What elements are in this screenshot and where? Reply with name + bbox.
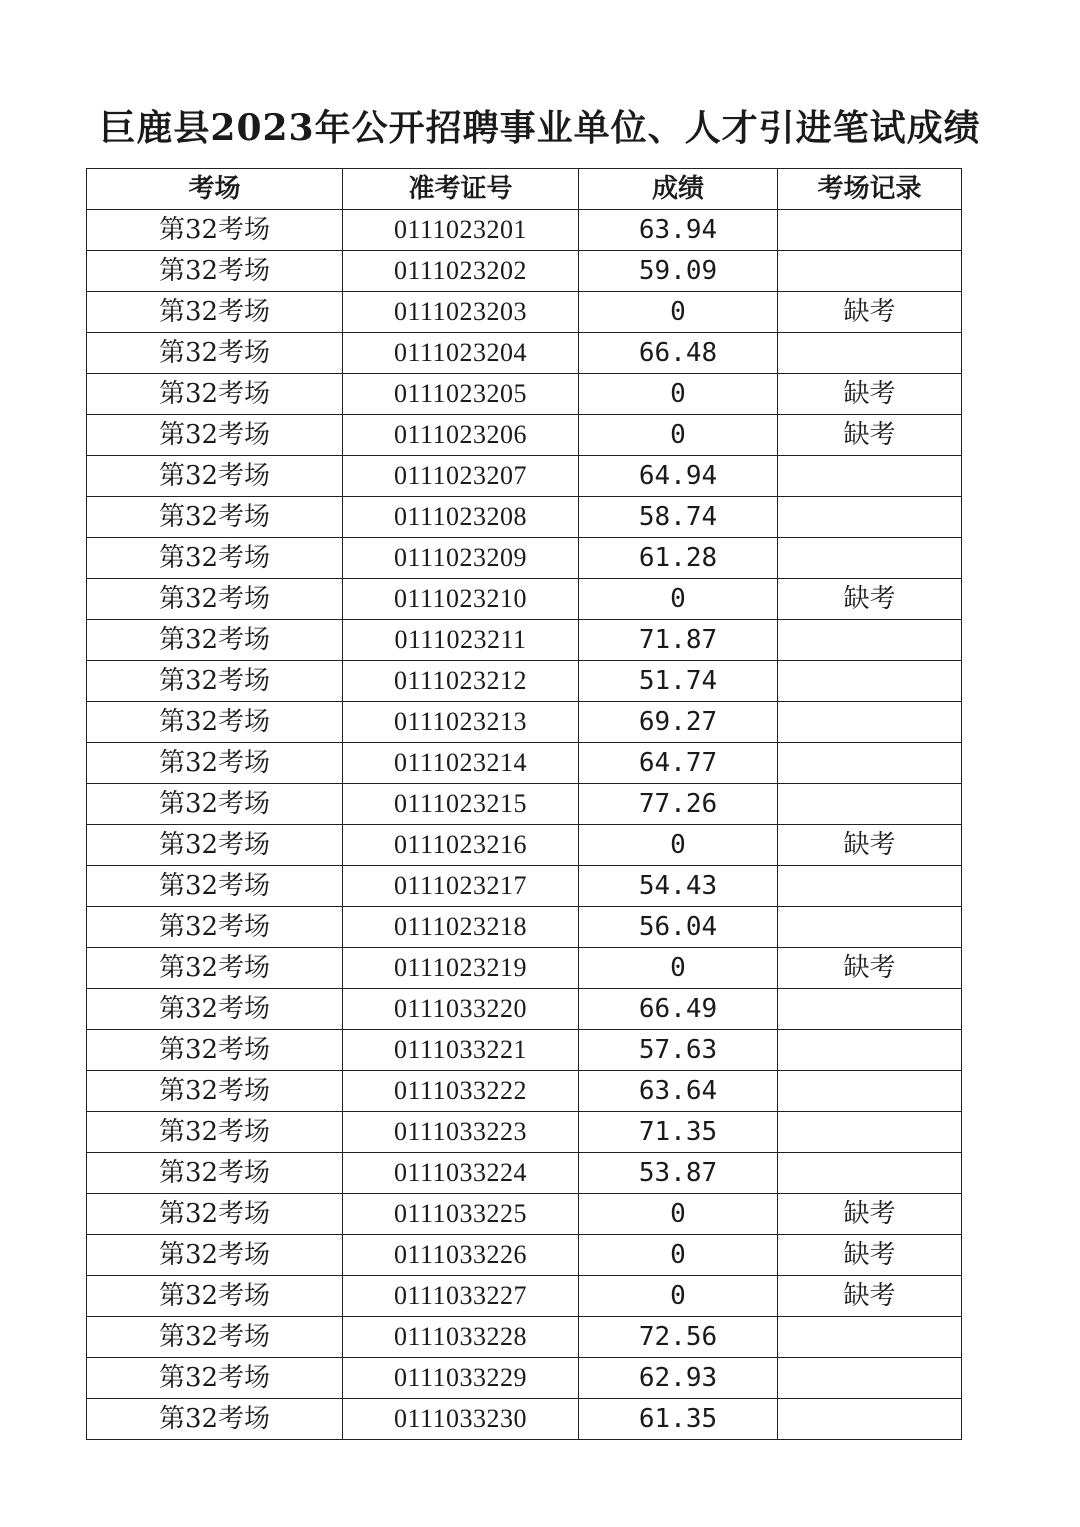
- cell-exam-record: [778, 702, 962, 743]
- cell-exam-room: 第32考场: [87, 1399, 343, 1440]
- cell-score: 63.94: [579, 210, 778, 251]
- cell-score: 61.28: [579, 538, 778, 579]
- cell-score: 71.35: [579, 1112, 778, 1153]
- cell-admission-number: 0111033222: [343, 1071, 579, 1112]
- header-admission-number: 准考证号: [343, 169, 579, 210]
- cell-exam-room: 第32考场: [87, 1317, 343, 1358]
- cell-exam-record: [778, 456, 962, 497]
- table-body: [87, 210, 962, 1440]
- cell-exam-room: 第32考场: [87, 620, 343, 661]
- cell-score: 64.77: [579, 743, 778, 784]
- cell-exam-room: 第32考场: [87, 1276, 343, 1317]
- table-row: [87, 948, 962, 989]
- cell-score: 62.93: [579, 1358, 778, 1399]
- cell-exam-room: 第32考场: [87, 907, 343, 948]
- cell-admission-number: 0111033228: [343, 1317, 579, 1358]
- cell-exam-record: [778, 1317, 962, 1358]
- cell-score: 64.94: [579, 456, 778, 497]
- table-row: [87, 210, 962, 251]
- cell-score: 59.09: [579, 251, 778, 292]
- cell-admission-number: 0111033221: [343, 1030, 579, 1071]
- cell-score: 58.74: [579, 497, 778, 538]
- cell-exam-record: 缺考: [778, 579, 962, 620]
- cell-admission-number: 0111023202: [343, 251, 579, 292]
- cell-exam-room: 第32考场: [87, 743, 343, 784]
- cell-exam-room: 第32考场: [87, 538, 343, 579]
- table-row: [87, 1030, 962, 1071]
- table-row: [87, 1112, 962, 1153]
- cell-exam-room: 第32考场: [87, 1112, 343, 1153]
- table-row: [87, 538, 962, 579]
- cell-score: 61.35: [579, 1399, 778, 1440]
- cell-exam-record: [778, 210, 962, 251]
- cell-exam-room: 第32考场: [87, 333, 343, 374]
- cell-exam-room: 第32考场: [87, 661, 343, 702]
- cell-admission-number: 0111033230: [343, 1399, 579, 1440]
- cell-admission-number: 0111023206: [343, 415, 579, 456]
- cell-score: 54.43: [579, 866, 778, 907]
- table-row: [87, 579, 962, 620]
- table-row: [87, 1399, 962, 1440]
- cell-admission-number: 0111023217: [343, 866, 579, 907]
- cell-admission-number: 0111023219: [343, 948, 579, 989]
- cell-admission-number: 0111023209: [343, 538, 579, 579]
- cell-score: 0: [579, 374, 778, 415]
- cell-exam-room: 第32考场: [87, 251, 343, 292]
- cell-exam-room: 第32考场: [87, 825, 343, 866]
- cell-exam-room: 第32考场: [87, 374, 343, 415]
- cell-exam-room: 第32考场: [87, 292, 343, 333]
- cell-admission-number: 0111023212: [343, 661, 579, 702]
- cell-exam-record: [778, 1153, 962, 1194]
- table-row: [87, 620, 962, 661]
- cell-admission-number: 0111023218: [343, 907, 579, 948]
- cell-admission-number: 0111023203: [343, 292, 579, 333]
- table-row: [87, 784, 962, 825]
- table-row: [87, 292, 962, 333]
- table-row: [87, 251, 962, 292]
- cell-admission-number: 0111033225: [343, 1194, 579, 1235]
- cell-admission-number: 0111023201: [343, 210, 579, 251]
- cell-exam-record: [778, 989, 962, 1030]
- cell-exam-record: [778, 620, 962, 661]
- cell-admission-number: 0111023213: [343, 702, 579, 743]
- cell-exam-record: 缺考: [778, 1235, 962, 1276]
- cell-exam-room: 第32考场: [87, 948, 343, 989]
- cell-score: 66.49: [579, 989, 778, 1030]
- table-row: [87, 374, 962, 415]
- cell-score: 71.87: [579, 620, 778, 661]
- cell-score: 0: [579, 1235, 778, 1276]
- table-row: [87, 415, 962, 456]
- cell-exam-record: [778, 907, 962, 948]
- cell-exam-room: 第32考场: [87, 784, 343, 825]
- cell-exam-record: 缺考: [778, 825, 962, 866]
- cell-admission-number: 0111023208: [343, 497, 579, 538]
- cell-admission-number: 0111033223: [343, 1112, 579, 1153]
- cell-exam-room: 第32考场: [87, 415, 343, 456]
- table-row: [87, 497, 962, 538]
- cell-exam-record: [778, 1399, 962, 1440]
- table-row: [87, 907, 962, 948]
- cell-exam-record: 缺考: [778, 948, 962, 989]
- cell-exam-record: [778, 497, 962, 538]
- table-row: [87, 456, 962, 497]
- cell-exam-record: [778, 1030, 962, 1071]
- cell-score: 0: [579, 948, 778, 989]
- cell-admission-number: 0111033227: [343, 1276, 579, 1317]
- cell-admission-number: 0111023207: [343, 456, 579, 497]
- table-row: [87, 989, 962, 1030]
- cell-score: 63.64: [579, 1071, 778, 1112]
- cell-score: 69.27: [579, 702, 778, 743]
- table-row: [87, 1071, 962, 1112]
- page-title: 巨鹿县2023年公开招聘事业单位、人才引进笔试成绩: [99, 107, 981, 149]
- cell-score: 57.63: [579, 1030, 778, 1071]
- header-exam-record: 考场记录: [778, 169, 962, 210]
- cell-exam-room: 第32考场: [87, 866, 343, 907]
- cell-exam-room: 第32考场: [87, 989, 343, 1030]
- cell-exam-record: [778, 1112, 962, 1153]
- cell-admission-number: 0111033220: [343, 989, 579, 1030]
- cell-score: 51.74: [579, 661, 778, 702]
- cell-score: 72.56: [579, 1317, 778, 1358]
- cell-admission-number: 0111033229: [343, 1358, 579, 1399]
- cell-exam-room: 第32考场: [87, 210, 343, 251]
- cell-exam-record: [778, 866, 962, 907]
- cell-exam-record: 缺考: [778, 415, 962, 456]
- cell-score: 0: [579, 292, 778, 333]
- cell-score: 0: [579, 1194, 778, 1235]
- cell-exam-record: [778, 333, 962, 374]
- cell-admission-number: 0111023215: [343, 784, 579, 825]
- cell-exam-record: [778, 743, 962, 784]
- cell-exam-record: 缺考: [778, 374, 962, 415]
- table-row: [87, 702, 962, 743]
- cell-exam-record: [778, 251, 962, 292]
- table-row: [87, 1276, 962, 1317]
- cell-exam-room: 第32考场: [87, 1194, 343, 1235]
- cell-exam-room: 第32考场: [87, 1030, 343, 1071]
- cell-exam-record: [778, 538, 962, 579]
- cell-exam-room: 第32考场: [87, 1071, 343, 1112]
- table-row: [87, 1194, 962, 1235]
- table-row: [87, 1358, 962, 1399]
- header-score: 成绩: [579, 169, 778, 210]
- cell-score: 0: [579, 415, 778, 456]
- cell-admission-number: 0111023214: [343, 743, 579, 784]
- cell-admission-number: 0111023205: [343, 374, 579, 415]
- cell-admission-number: 0111023211: [343, 620, 579, 661]
- cell-admission-number: 0111023210: [343, 579, 579, 620]
- cell-exam-room: 第32考场: [87, 456, 343, 497]
- cell-admission-number: 0111033224: [343, 1153, 579, 1194]
- cell-exam-record: [778, 1071, 962, 1112]
- cell-exam-room: 第32考场: [87, 497, 343, 538]
- cell-exam-room: 第32考场: [87, 702, 343, 743]
- cell-exam-room: 第32考场: [87, 579, 343, 620]
- table-row: [87, 743, 962, 784]
- score-table: [86, 168, 962, 1440]
- table-header-row: [87, 169, 962, 210]
- table-row: [87, 1317, 962, 1358]
- table-row: [87, 1153, 962, 1194]
- cell-exam-record: 缺考: [778, 1276, 962, 1317]
- cell-admission-number: 0111023204: [343, 333, 579, 374]
- table-row: [87, 825, 962, 866]
- table-row: [87, 333, 962, 374]
- cell-admission-number: 0111033226: [343, 1235, 579, 1276]
- cell-score: 53.87: [579, 1153, 778, 1194]
- table-row: [87, 1235, 962, 1276]
- cell-exam-record: [778, 1358, 962, 1399]
- header-exam-room: 考场: [87, 169, 343, 210]
- cell-admission-number: 0111023216: [343, 825, 579, 866]
- cell-score: 0: [579, 1276, 778, 1317]
- cell-exam-room: 第32考场: [87, 1235, 343, 1276]
- cell-score: 0: [579, 825, 778, 866]
- cell-exam-record: [778, 784, 962, 825]
- cell-score: 0: [579, 579, 778, 620]
- table-row: [87, 661, 962, 702]
- cell-exam-room: 第32考场: [87, 1153, 343, 1194]
- cell-score: 66.48: [579, 333, 778, 374]
- table-row: [87, 866, 962, 907]
- cell-exam-record: [778, 661, 962, 702]
- cell-score: 56.04: [579, 907, 778, 948]
- cell-exam-record: 缺考: [778, 1194, 962, 1235]
- cell-exam-record: 缺考: [778, 292, 962, 333]
- cell-score: 77.26: [579, 784, 778, 825]
- cell-exam-room: 第32考场: [87, 1358, 343, 1399]
